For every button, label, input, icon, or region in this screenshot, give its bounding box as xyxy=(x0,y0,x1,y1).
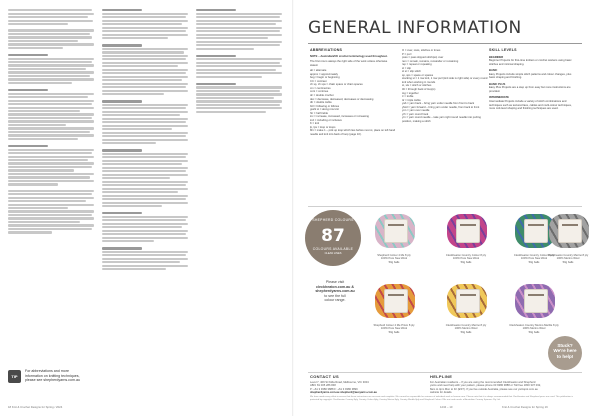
ball-band-label xyxy=(384,219,408,243)
abbr-item: yrh = yarn round hook xyxy=(402,112,429,116)
skill-level-name: BASIC xyxy=(489,69,498,73)
contact-web-email: shepherdyarns.com.au shepherd@ausyarns.com.au xyxy=(310,391,377,394)
yarn-section-rule xyxy=(308,206,582,207)
yarn-ball-image xyxy=(371,280,419,322)
abbr-item: cm = centimetres xyxy=(310,86,331,90)
yarn-ball-image xyxy=(443,280,491,322)
skill-level-text: Intermediate Projects include a variety of stitch combinations and techniques such as textured lace, cables and multi-colour techniques, more mid-level shaping and finishing techniques are used. xyxy=(489,100,572,111)
helpline xyxy=(430,375,542,395)
abbr-item: lp, lps = loop or loops xyxy=(310,125,336,129)
tip-text: For abbreviations and more information on knitting techniques, please see shepherdyarns.com.au xyxy=(25,369,80,383)
abbr-item: O = over, rows, stitches or times xyxy=(402,49,441,52)
skill-levels xyxy=(489,49,577,111)
contact-heading: CONTACT US xyxy=(310,374,339,379)
abbr-item: CC = contrast xyxy=(310,79,327,83)
skill-levels-heading: SKILL LEVELS xyxy=(489,48,517,52)
title-rule xyxy=(308,43,582,44)
contact-rule xyxy=(308,372,582,373)
yarn-caption: Cleckheaton Country Merino 8 ply 100% Merino Wool 50g balls xyxy=(445,324,487,334)
stuck-help-badge: Stuck? We're here to help! xyxy=(548,336,582,370)
yarn-caption: Cleckheaton Country Colour 8 ply 100% Pure New Wool 50g balls xyxy=(445,254,487,264)
abbr-item: stocking st = 1 row knit, 1 row purl (knit side is right side) or every round knit when working in rounds xyxy=(402,77,488,84)
page-title: GENERAL INFORMATION xyxy=(308,18,522,38)
abbr-item: tog = together xyxy=(402,91,419,95)
abbr-item: ch sp, ch sps = chain space or chain spaces xyxy=(310,83,363,87)
abbr-item: foll = following or follows xyxy=(310,104,340,108)
yarn-caption: Shepherd Colour 4 Me 8 ply 100% Pure New Wool 50g balls xyxy=(377,254,411,264)
abbr-item: dec = decrease, decreased, decreases or decreasing xyxy=(310,97,374,101)
skill-level-text: Beginner Projects for first-time knitters or crochet workers using basic stitches and minimal shaping. xyxy=(489,59,572,66)
abbr-item: yab = yarn back – bring yarn under needle from front to back xyxy=(402,102,475,106)
abbr-item: dtr = double treble xyxy=(310,101,332,105)
abbr-item: ttr = triple treble xyxy=(402,98,421,102)
yarn-ball-image xyxy=(443,210,491,252)
tip-box xyxy=(8,366,148,394)
left-text-column-1 xyxy=(8,8,96,235)
yarn-range-section xyxy=(305,208,587,358)
abbr-item: tr = treble xyxy=(402,95,414,99)
abbr-item: cont = continue xyxy=(310,90,329,94)
abbr-item: M1 = make 1 – pick up loop which lies before next st, place on left hand needle and knit into back of loop (page 10). xyxy=(310,129,396,137)
skill-level-name: INTERMEDIATE xyxy=(489,96,509,100)
yarn-ball-image xyxy=(371,210,419,252)
skill-level-text: Easy Plus Projects are a step up from easy but none instructions are provided. xyxy=(489,86,571,93)
colours-count: 87 xyxy=(321,226,345,246)
contact-us: CONTACT US Level 7, 409 St Kilda Road, Melbourne, VIC 3004 ABN: 81 005 286 848 P: +61 3 9380 3888 F: +61 3 9380 3899 shepherdyarns.com.au shepherd@ausyarns.com.au xyxy=(310,375,430,395)
left-text-column-2 xyxy=(102,8,190,272)
abbreviations-column-2 xyxy=(402,49,488,123)
abbr-item: tbl = through back of loop(s) xyxy=(402,88,436,92)
right-page-code: 1234 – 10 xyxy=(440,405,453,409)
abbr-item: approx = approximately xyxy=(310,72,339,76)
left-text-column-3 xyxy=(196,8,284,114)
skill-level-name: BASIC PLUS xyxy=(489,82,506,86)
abbreviations-heading: ABBREVIATIONS xyxy=(310,48,343,52)
yarn-ball-image xyxy=(545,210,589,252)
abbr-item: inc = increase, increased, increases or increasing xyxy=(310,115,369,119)
abbr-item: yon = yarn over needle xyxy=(402,109,430,113)
helpline-heading: HELPLINE xyxy=(430,374,453,379)
abbr-item: psso = pass slipped stitch(es) over xyxy=(402,56,444,60)
terminology-note: NOTE – Australian/UK crochet terminology used throughout. xyxy=(310,54,388,58)
ball-band-label xyxy=(456,219,480,243)
abbr-item: sp, sps = space or spaces xyxy=(402,73,434,77)
abbr-item: dc = double crochet xyxy=(310,94,334,98)
skill-level-name: BEGINNER xyxy=(489,55,504,59)
abbr-item: beg = begin or beginning xyxy=(310,76,340,80)
yarn-ball-image xyxy=(511,280,559,322)
abbreviations-column-1 xyxy=(310,49,396,137)
ball-band-label xyxy=(456,289,480,313)
left-page-footer: 18 Knit & Crochet Designs for Spring / 2024 xyxy=(8,405,63,409)
abbr-item: sl st = slip stitch xyxy=(402,70,421,74)
tip-badge: TIP xyxy=(8,370,21,383)
abbr-item: incl = including or inclusive xyxy=(310,118,342,122)
skill-level-text: Easy Projects include simple stitch patterns and colour changes, plus basic shaping and finishing. xyxy=(489,72,572,80)
abbr-item: yfwd = yarn forward – bring yarn under needle, from back to front xyxy=(402,105,480,109)
yarn-caption: Cleckheaton Country Merino Marble 8 ply 100% Merino Wool 50g balls xyxy=(509,324,559,334)
colours-available-seal: SHEPHERD COLOURS 87 COLOURS AVAILABLE CLEAN LINES xyxy=(305,210,361,266)
helpline-text: For Australian residents – If you are using the recommended Cleckheaton and Shepherd yarns and need help with your pattern, please phone 03 9380 3888 or Toll free 1800 337 032, 8am to 4pm Mon to Fri (EST). If you live outside Australia, please see our yarnspot.com.au website for details. xyxy=(430,380,541,394)
abbr-item: htr = half treble xyxy=(310,111,329,115)
visit-website-note: Please visit cleckheaton.com.au & shepherdyarns.com.au to see the full colour range. xyxy=(315,280,355,303)
ball-band-label xyxy=(558,219,582,243)
abbr-item: rem = remain, remains, remainder or remaining xyxy=(402,59,459,63)
ball-band-label xyxy=(524,289,548,313)
yarn-caption: Cleckheaton Country Colour 8 ply 100% Pure New Wool 50g balls xyxy=(513,254,555,264)
yarn-caption: Cleckheaton Country Merino 8 ply 100% Merino Wool 50g balls xyxy=(547,254,589,264)
abbr-item: P = purl xyxy=(402,52,412,56)
left-page xyxy=(0,0,293,416)
right-page-footer: Knit & Crochet Designs for Spring 19 xyxy=(502,405,548,409)
abbr-item: st, sts = stitch or stitches xyxy=(402,84,432,88)
yarn-caption: Shepherd Colour 4 Me Prism 8 ply 100% Pure New Wool 50g balls xyxy=(373,324,415,334)
disclaimer: We have made every effort to ensure that these instructions are accurate and complete. We cannot be responsible for variance of individual work or human error. Please note that it is always recommended that Cleckheaton and Shepherd yarns are used. This publication is protected by copyright. Cleckheaton Country 8ply, Country Colour 8ply, Country Merino 8ply, Country Marble 8ply and Shepherd Colour 4 Me are trade marks of Australian Country Spinners Pty Ltd. xyxy=(310,396,573,401)
abbr-item: alt = alternate xyxy=(310,69,327,73)
abbr-item: sl = slip xyxy=(402,66,412,70)
abbreviations-intro: The first row is always the right side of the work unless otherwise stated. xyxy=(310,60,388,67)
abbr-item: rep = repeat or repeating xyxy=(402,63,432,67)
abbr-item: yrn = yarn round needle – take yarn right round needle into purling position, making a stitch xyxy=(402,116,481,123)
ball-band-label xyxy=(384,289,408,313)
abbr-item: K = knit xyxy=(310,122,320,126)
abbr-item: gst/sl st = along row knit xyxy=(310,108,339,112)
